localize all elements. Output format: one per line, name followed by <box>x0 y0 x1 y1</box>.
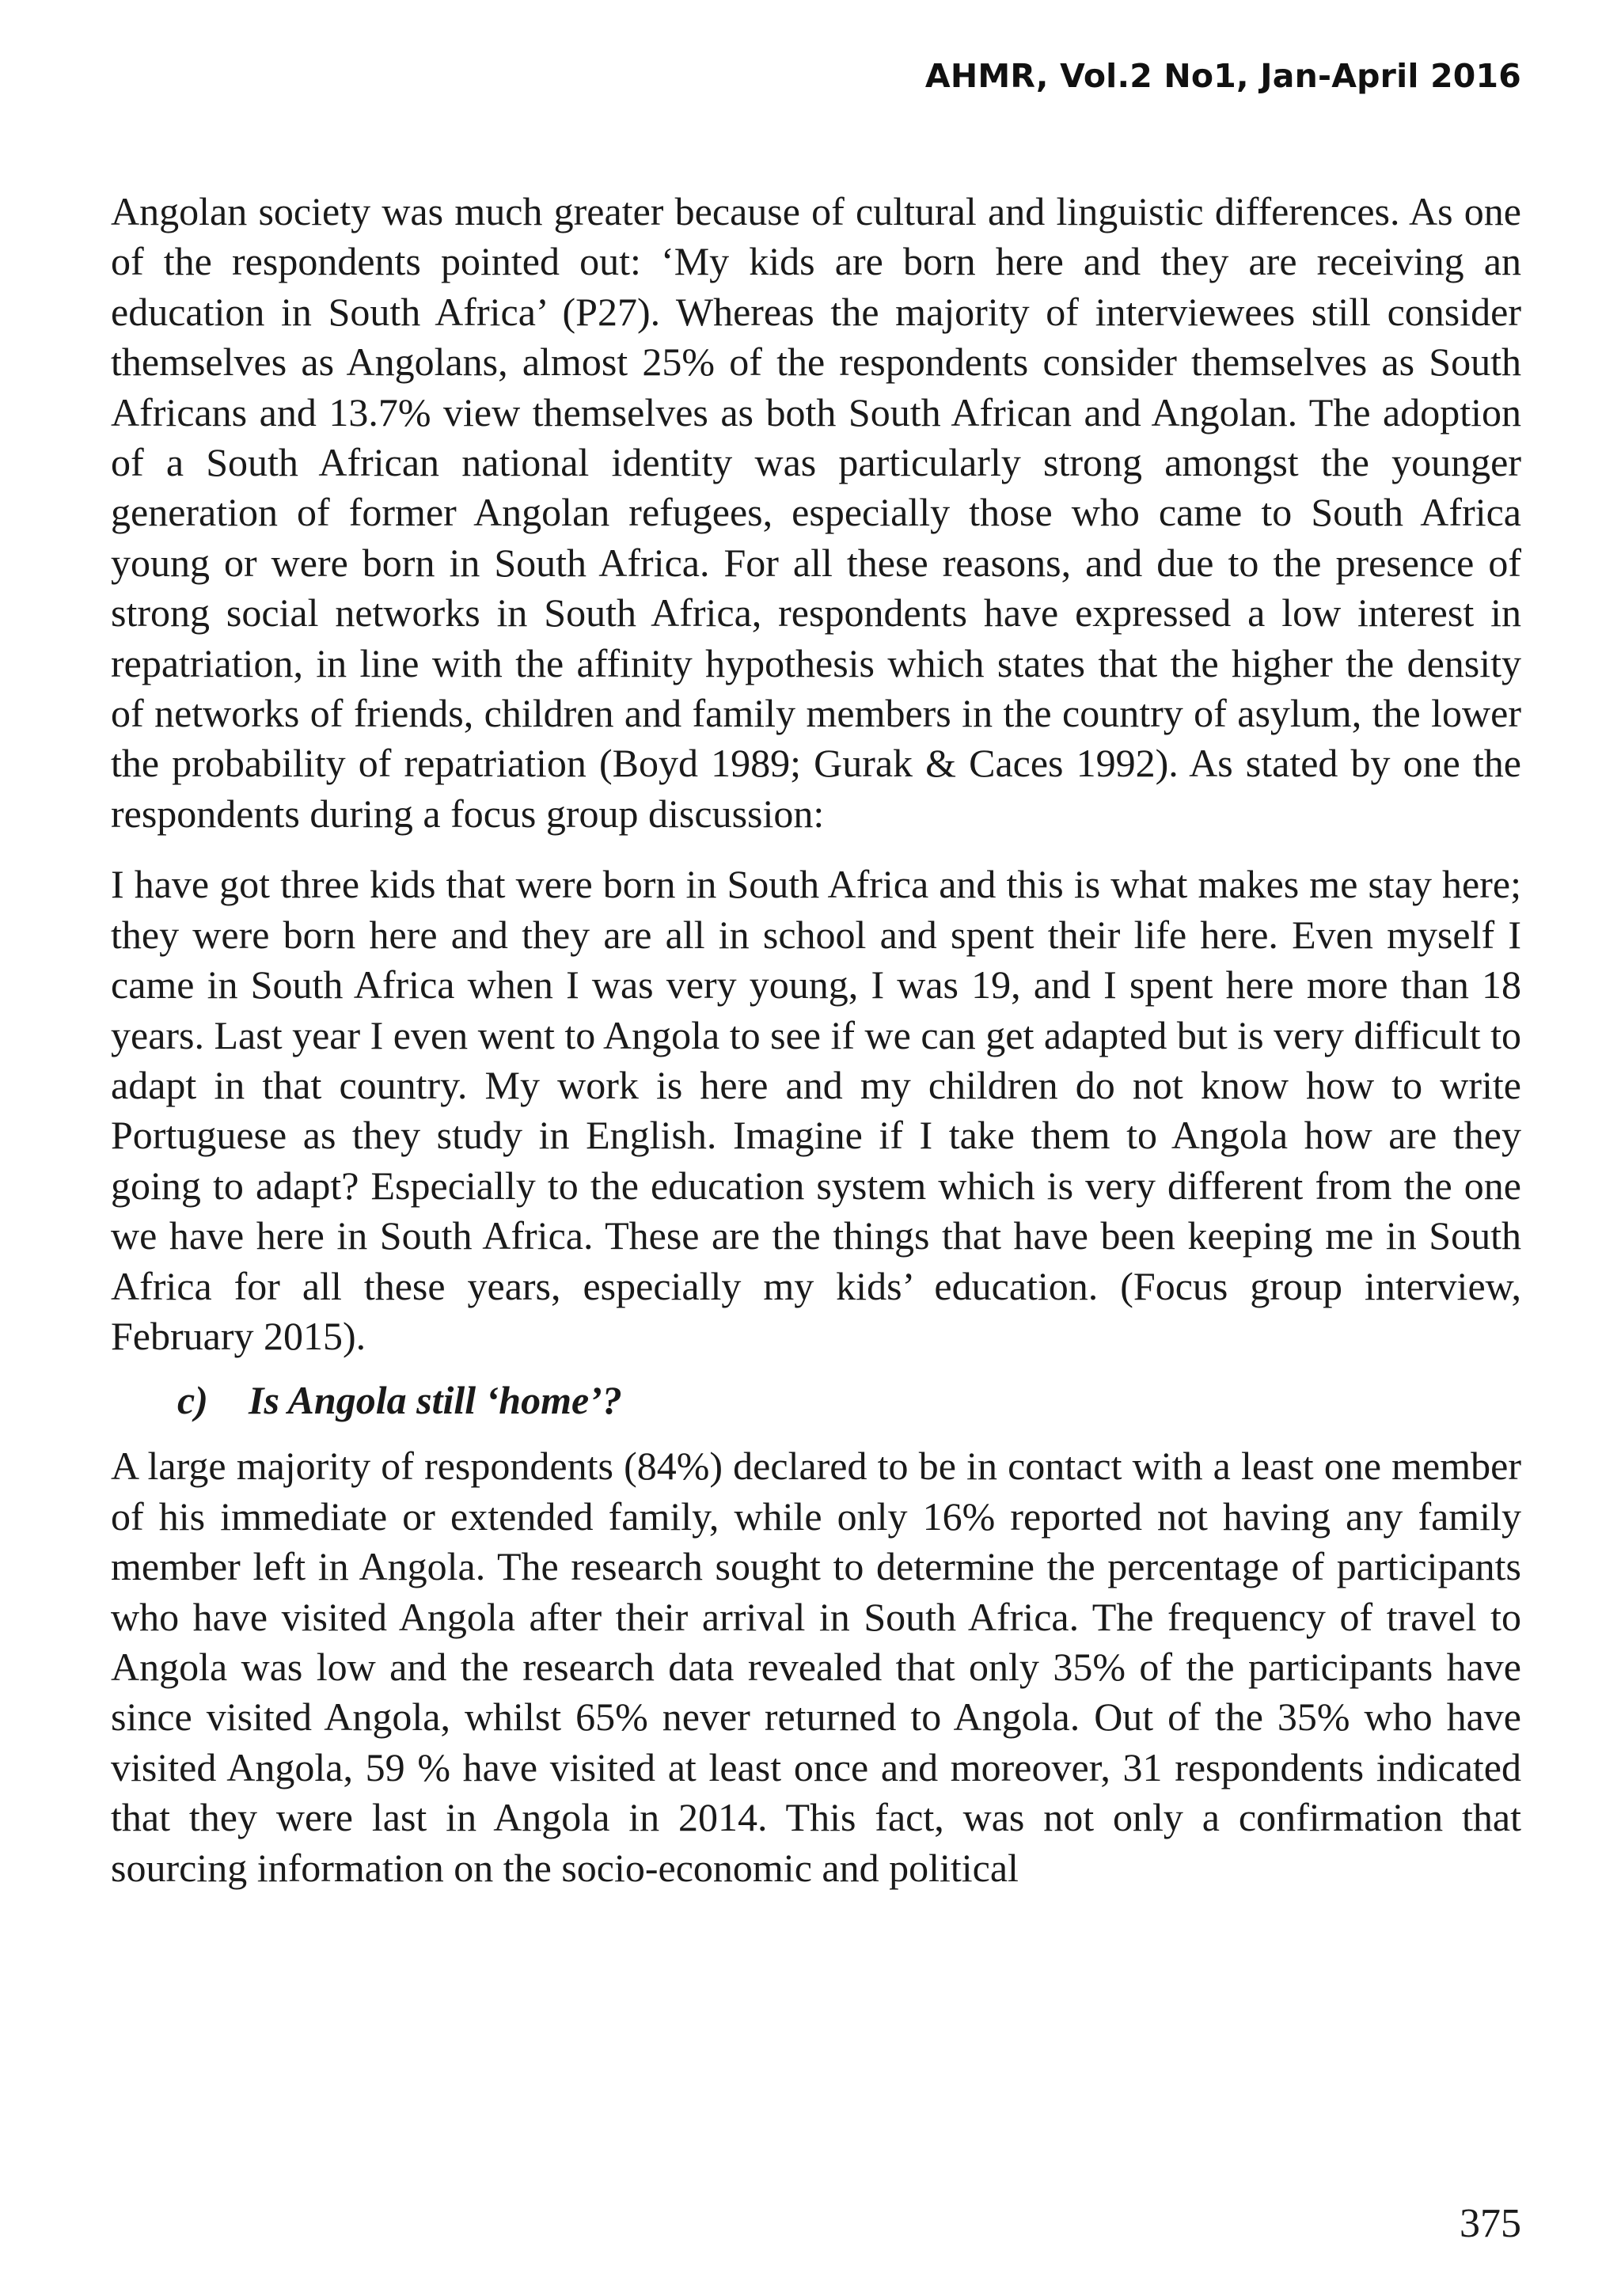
section-heading-text: Is Angola still ‘home’? <box>249 1378 622 1423</box>
journal-header: AHMR, Vol.2 No1, Jan-April 2016 <box>924 57 1521 95</box>
body-paragraph: A large majority of respondents (84%) declared to be in contact with a least one member of his immediate or extended family, while only 16% reported not having any family member left in Angola. The research sought to determine the percentage of participants who have visited Angola after their arrival in South Africa. The frequency of travel to Angola was low and the research data revealed that only 35% of the participants have since visited Angola, whilst 65% never returned to Angola. Out of the 35% who have visited Angola, 59 % have visited at least once and moreover, 31 respondents indicated that they were last in Angola in 2014. This fact, was not only a confirmation that sourcing information on the socio-economic and political <box>111 1444 1521 1890</box>
section-heading-label: c) <box>177 1378 208 1423</box>
interview-quote: I have got three kids that were born in South Africa and this is what makes me stay here; they were born here and they are all in school and spent their life here. Even myself I came in South Africa when I was very young, I was 19, and I spent here more than 18 years. Last year I even went to Angola to see if we can get adapted but is very difficult to adapt in that country. My work is here and my children do not know how to write Portuguese as they study in English. Imagine if I take them to Angola how are they going to adapt? Especially to the education system which is very different from the one we have here in South Africa. These are the things that have been keeping me in South Africa for all these years, especially my kids’ education. (Focus group interview, February 2015). <box>111 862 1521 1358</box>
body-paragraph: Angolan society was much greater because of cultural and linguistic differences. As one of the respondents pointed out: ‘My kids are born here and they are receiving an education in South Africa’ (P27). Whereas the majority of interviewees still consider themselves as Angolans, almost 25% of the respondents consider themselves as South Africans and 13.7% view themselves as both South African and Angolan. The adoption of a South African national identity was particularly strong amongst the younger generation of former Angolan refugees, especially those who came to South Africa young or were born in South Africa. For all these reasons, and due to the presence of strong social networks in South Africa, respondents have expressed a low interest in repatriation, in line with the affinity hypothesis which states that the higher the density of networks of friends, children and family members in the country of asylum, the lower the probability of repatriation (Boyd 1989; Gurak & Caces 1992). As stated by one the respondents during a focus group discussion: <box>111 189 1521 836</box>
page-number: 375 <box>1460 2201 1521 2246</box>
article-body <box>111 187 1521 1893</box>
section-heading <box>111 1376 1521 1425</box>
